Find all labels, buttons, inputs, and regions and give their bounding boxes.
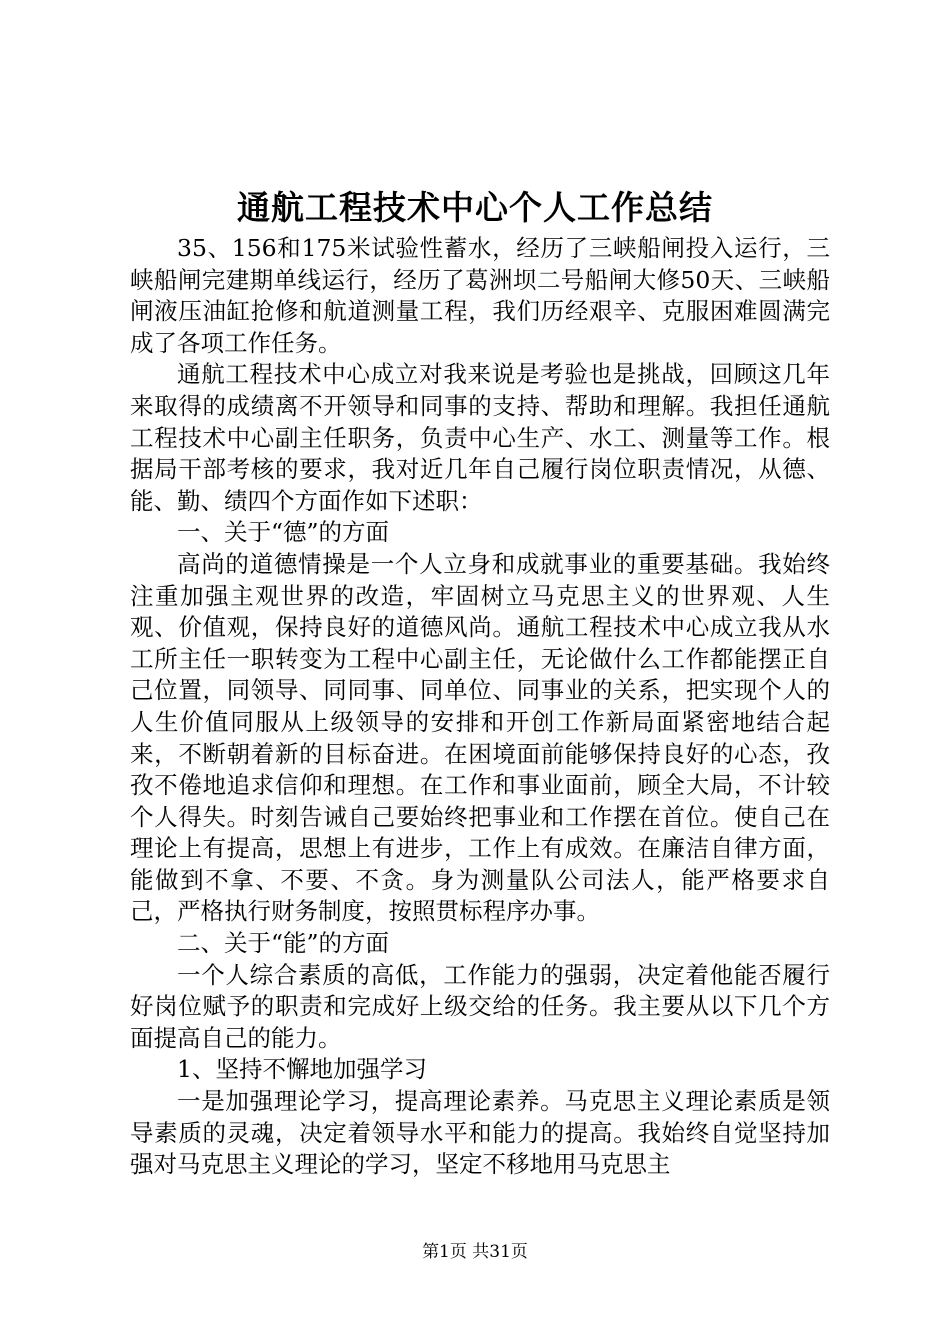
section-heading-ability: 二、关于“能”的方面 xyxy=(177,929,390,958)
paragraph-study: 一是加强理论学习，提高理论素养。马克思主义理论素质是领导素质的灵魂，决定着领导水平和能力的提高。我始终自觉坚持加强对马克思主义理论的学习，坚定不移地用马克思主 xyxy=(130,1087,830,1179)
section-heading-morality: 一、关于“德”的方面 xyxy=(177,518,390,547)
document-title: 通航工程技术中心个人工作总结 xyxy=(237,188,713,227)
subsection-heading-study: 1、坚持不懈地加强学习 xyxy=(177,1055,427,1084)
paragraph-intro: 35、156和175米试验性蓄水，经历了三峡船闸投入运行，三峡船闸完建期单线运行，经历了葛洲坝二号船闸大修50天、三峡船闸液压油缸抢修和航道测量工程，我们历经艰辛、克服困难圆满完成了各项工作任务。 xyxy=(130,234,830,357)
page-number-footer: 第1页 共31页 xyxy=(422,1242,528,1262)
paragraph-overview: 通航工程技术中心成立对我来说是考验也是挑战，回顾这几年来取得的成绩离不开领导和同事的支持、帮助和理解。我担任通航工程技术中心副主任职务，负责中心生产、水工、测量等工作。根据局干部考核的要求，我对近几年自己履行岗位职责情况，从德、能、勤、绩四个方面作如下述职： xyxy=(130,360,830,515)
paragraph-ability: 一个人综合素质的高低，工作能力的强弱，决定着他能否履行好岗位赋予的职责和完成好上级交给的任务。我主要从以下几个方面提高自己的能力。 xyxy=(130,960,830,1052)
paragraph-morality: 高尚的道德情操是一个人立身和成就事业的重要基础。我始终注重加强主观世界的改造，牢固树立马克思主义的世界观、人生观、价值观，保持良好的道德风尚。通航工程技术中心成立我从水工所主任一职转变为工程中心副主任，无论做什么工作都能摆正自己位置，同领导、同同事、同单位、同事业的关系，把实现个人的人生价值同服从上级领导的安排和开创工作新局面紧密地结合起来，不断朝着新的目标奋进。在困境面前能够保持良好的心态，孜孜不倦地追求信仰和理想。在工作和事业面前，顾全大局，不计较个人得失。时刻告诫自己要始终把事业和工作摆在首位。使自己在理论上有提高，思想上有进步，工作上有成效。在廉洁自律方面，能做到不拿、不要、不贪。身为测量队公司法人，能严格要求自己，严格执行财务制度，按照贯标程序办事。 xyxy=(130,549,830,926)
document-body xyxy=(130,233,830,1181)
